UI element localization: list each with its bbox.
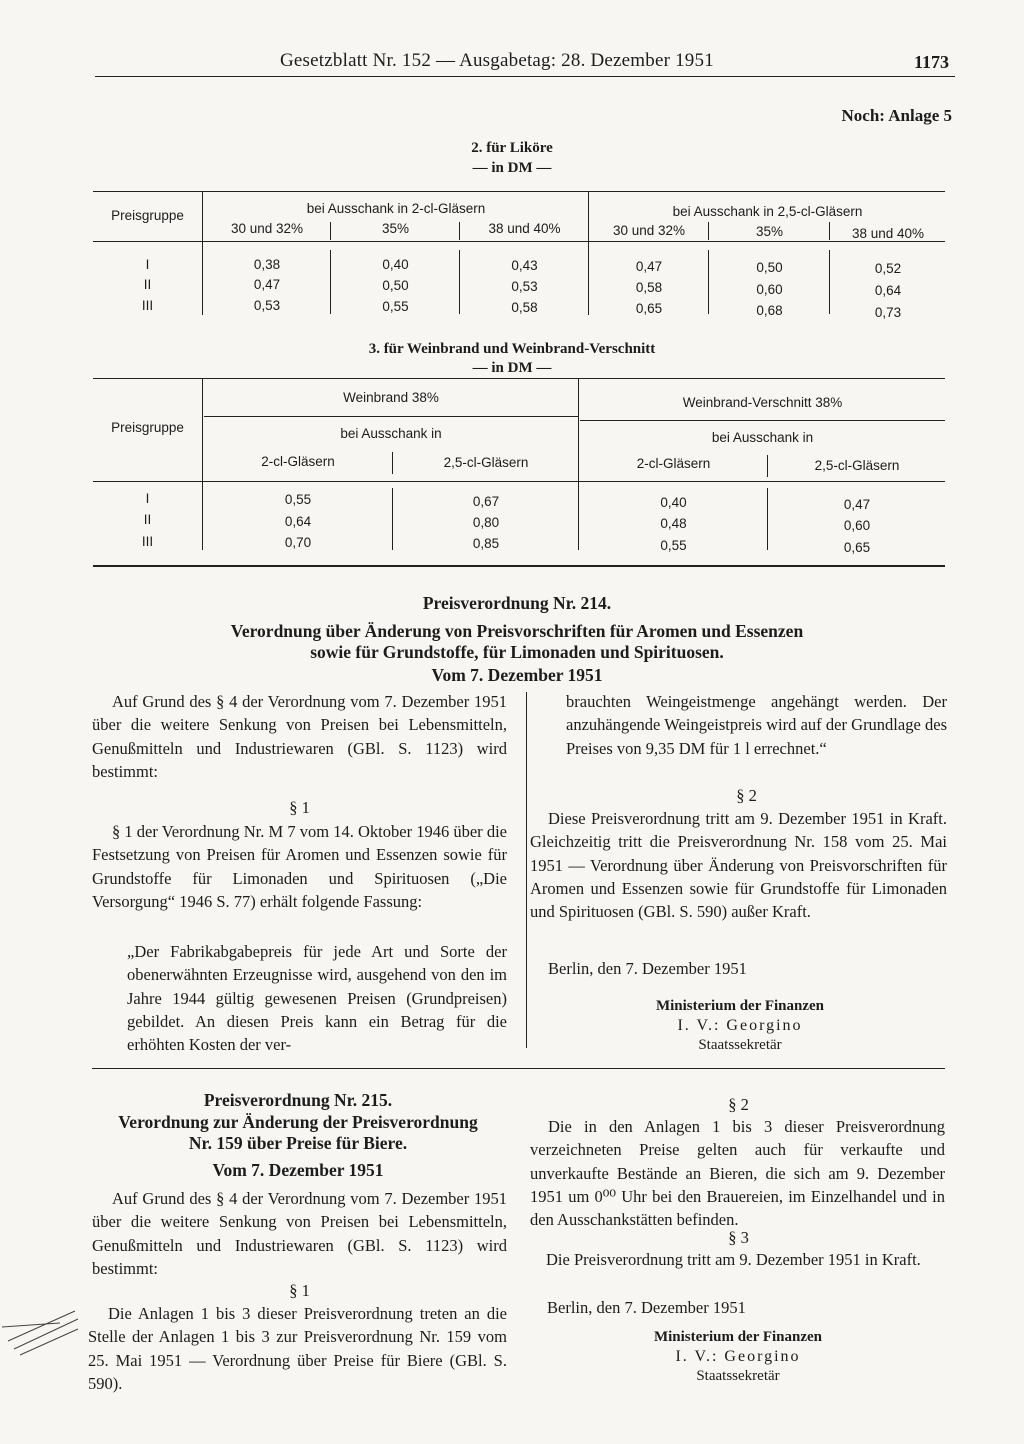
table3-row-group: I [145,491,150,506]
table2-row-group: III [141,298,154,313]
pvo214-signer: I. V.: Georgino [677,1017,803,1034]
table3-row-group: II [143,512,152,527]
table3-header-rule [93,481,945,482]
annex-label: Noch: Anlage 5 [841,106,952,125]
section-rule [92,1068,945,1069]
table2-cell: 0,53 [253,298,281,313]
table2-cell: 0,50 [756,260,783,275]
gazette-title: Gesetzblatt Nr. 152 — Ausgabetag: 28. Dezember 1951 [280,50,714,71]
table3-row-group: III [141,534,154,549]
pvo214-section2-heading: § 2 [736,786,757,805]
table2-span-header: bei Ausschank in 2,5-cl-Gläsern [672,204,863,219]
table3-divider [767,455,768,477]
table2-cell: 0,38 [253,257,281,272]
pvo215-section1-heading: § 1 [289,1281,310,1300]
pvo215-place-date: Berlin, den 7. Dezember 1951 [547,1298,746,1317]
table3-divider [202,378,203,550]
table2-cell: 0,68 [756,303,783,318]
table2-divider [202,191,203,315]
pvo215-section1-text: Die Anlagen 1 bis 3 dieser Preisverordnung treten an die Stelle der Anlagen 1 bis 3 zur Preisverordnung Nr. 159 vom 25. Mai 1951 — Verordnung über Preise für Biere (GBl. S. 590). [88,1304,507,1393]
table2-divider [459,222,460,240]
page-header [95,40,955,77]
pvo214-role: Staatssekretär [698,1037,782,1053]
table2-row-group: II [143,277,152,292]
table2-cell: 0,40 [382,257,409,272]
pvo214-section2-text: Diese Preisverordnung tritt am 9. Dezember 1951 in Kraft. Gleichzeitig tritt die Preisverordnung Nr. 158 vom 25. Mai 1951 — Verordnung über Änderung von Preisvorschriften für Aromen und Essenzen sowie für Grundstoffe für Limonaden und Spirituosen (GBl. S. 590) außer Kraft. [530,809,947,922]
table3-divider [392,488,393,550]
table3-divider [578,378,579,550]
pvo215-ministry: Ministerium der Finanzen [653,1329,823,1345]
pvo214-intro: Auf Grund des § 4 der Verordnung vom 7. Dezember 1951 über die weitere Senkung von Preisen bei Lebensmitteln, Genußmitteln und Industriewaren (GBl. S. 1123) wird bestimmt: [92,692,507,781]
table3-product-header: Weinbrand 38% [343,390,439,405]
pvo214-section1-text: § 1 der Verordnung Nr. M 7 vom 14. Oktober 1946 über die Festsetzung von Preisen für Aromen und Essenzen sowie für Grundstoffe für Limonaden und Spirituosen („Die Versorgung“ 1946 S. 77) erhält folgende Fassung: [92,822,507,911]
table2-divider [829,222,830,240]
pvo214-title-line1: Verordnung über Änderung von Preisvorschriften für Aromen und Essenzen [230,621,804,641]
table3-sub-header: bei Ausschank in [711,430,814,445]
table3-divider [767,488,768,550]
pvo214-section1-heading: § 1 [289,798,310,817]
pvo215-role: Staatssekretär [696,1368,780,1384]
table2-cell: 0,64 [874,283,902,298]
table3-cell: 0,85 [472,536,500,551]
table3-cell: 0,67 [472,494,500,509]
table3-col-header: 2,5-cl-Gläsern [443,455,529,470]
table3-inner-rule [580,420,945,421]
table2-cell: 0,53 [511,279,538,294]
pvo214-date: Vom 7. Dezember 1951 [431,665,603,685]
table2-unit: — in DM — [472,160,552,176]
table3-col-header: 2-cl-Gläsern [261,454,335,469]
pvo215-number: Preisverordnung Nr. 215. [203,1090,393,1110]
table2-col-header: 38 und 40% [488,221,561,236]
table3-cell: 0,65 [843,540,871,555]
table3-col-header: 2,5-cl-Gläsern [814,458,900,473]
table3-bottom-rule [93,565,945,567]
table2-col-header: 38 und 40% [851,226,925,241]
table2-cell: 0,43 [511,258,538,273]
table2-divider [829,250,830,314]
pvo214-quote-continued: brauchten Weingeistmenge angehängt werden. Der anzuhängende Weingeistpreis wird auf der Grundlage des Preises von 9,35 DM für 1 l errechnet.“ [566,692,947,758]
pvo214-ministry: Ministerium der Finanzen [655,998,825,1014]
table2-divider [330,222,331,240]
pvo215-section2-text: Die in den Anlagen 1 bis 3 dieser Preisverordnung verzeichneten Preise gelten auch für verkaufte und unverkaufte Bestände an Bieren, die sich am 9. Dezember 1951 um 0⁰⁰ Uhr bei den Brauereien, im Einzelhandel und in den Ausschankstätten befinden. [530,1117,945,1230]
table3-cell: 0,80 [472,515,500,530]
table2-group-header: Preisgruppe [111,208,184,223]
table3-cell: 0,60 [843,518,871,533]
table2-cell: 0,47 [253,277,281,292]
table2-col-header: 35% [755,224,784,239]
table2-cell: 0,65 [635,301,663,316]
pvo215-section3-text: Die Preisverordnung tritt am 9. Dezember 1951 in Kraft. [546,1250,921,1269]
table2-cell: 0,58 [635,280,663,295]
table2-cell: 0,58 [511,300,538,315]
table3-cell: 0,64 [284,514,312,529]
pvo215-date: Vom 7. Dezember 1951 [212,1160,384,1180]
margin-scribble-mark [0,1305,80,1365]
table2-col-header: 30 und 32% [612,223,686,238]
table2-divider [588,191,589,315]
table3-inner-rule [204,416,578,417]
table2-row-group: I [145,257,150,272]
table2-span-header: bei Ausschank in 2-cl-Gläsern [306,201,486,216]
table3-top-rule [93,378,945,379]
table3-cell: 0,70 [284,535,312,550]
table3-cell: 0,55 [660,538,687,553]
table2-col-header: 35% [381,221,410,236]
table2-cell: 0,73 [874,305,902,320]
table2-caption: 2. für Liköre [471,140,553,156]
pvo215-section3-heading: § 3 [728,1228,749,1247]
table3-cell: 0,47 [843,497,871,512]
pvo215-title-line2: Nr. 159 über Preise für Biere. [188,1133,408,1153]
table3-col-header: 2-cl-Gläsern [636,456,711,471]
pvo214-section1-quote: „Der Fabrikabgabepreis für jede Art und Sorte der obenerwähnten Erzeugnisse wird, ausgehend von den im Jahre 1944 gültig gewesenen Preisen (Grundpreisen) gebildet. An diesen Preis kann ein Betrag für die erhöhten Kosten der ver- [127,942,507,1055]
table3-cell: 0,48 [660,516,687,531]
table3-unit: — in DM — [472,360,552,376]
table3-caption: 3. für Weinbrand und Weinbrand-Verschnitt [368,341,656,357]
pvo215-title-line1: Verordnung zur Änderung der Preisverordnung [118,1112,478,1132]
pvo215-intro: Auf Grund des § 4 der Verordnung vom 7. Dezember 1951 über die weitere Senkung von Preisen bei Lebensmitteln, Genußmitteln und Industriewaren (GBl. S. 1123) wird bestimmt: [92,1189,507,1278]
table3-sub-header: bei Ausschank in [340,426,442,441]
column-divider [526,692,527,1048]
table2-divider [708,250,709,314]
table2-top-rule [93,191,945,192]
table3-group-header: Preisgruppe [111,420,184,435]
table2-divider [330,250,331,314]
table2-divider [459,250,460,314]
table2-cell: 0,52 [874,261,902,276]
table2-cell: 0,60 [756,282,783,297]
table2-divider [708,222,709,240]
pvo214-number: Preisverordnung Nr. 214. [422,593,612,613]
page-number: 1173 [913,52,949,72]
table2-cell: 0,50 [382,278,409,293]
pvo215-signer: I. V.: Georgino [675,1348,801,1365]
table3-cell: 0,40 [660,495,687,510]
table3-product-header: Weinbrand-Verschnitt 38% [682,395,843,410]
pvo214-place-date: Berlin, den 7. Dezember 1951 [548,959,747,978]
table3-cell: 0,55 [284,492,312,507]
table2-header-rule [93,241,945,242]
pvo215-section2-heading: § 2 [728,1095,749,1114]
pvo214-title-line2: sowie für Grundstoffe, für Limonaden und Spirituosen. [310,642,724,662]
table3-divider [392,452,393,474]
table2-cell: 0,47 [635,259,663,274]
table2-col-header: 30 und 32% [230,221,304,236]
table2-cell: 0,55 [382,299,409,314]
